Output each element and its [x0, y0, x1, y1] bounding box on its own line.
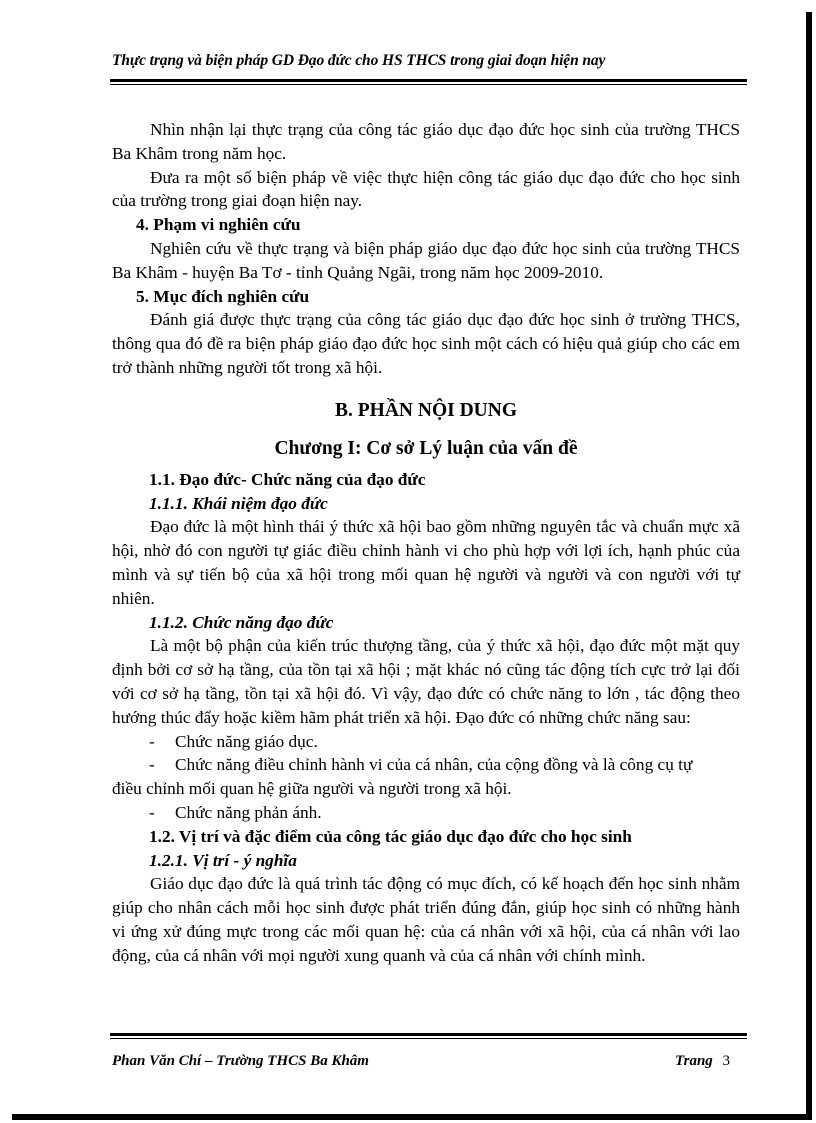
bullet-dash: - — [149, 731, 155, 751]
list-item-text: Chức năng phản ánh. — [175, 802, 322, 822]
heading-1-1-1: 1.1.1. Khái niệm đạo đức — [149, 493, 328, 513]
footer-rule-thick — [110, 1033, 747, 1036]
page-number: 3 — [722, 1053, 731, 1069]
list-item — [112, 730, 740, 754]
section-title: B. PHẦN NỘI DUNG — [334, 399, 517, 421]
list-item — [112, 753, 740, 777]
document-body — [112, 118, 740, 968]
list-item — [112, 801, 740, 825]
chapter-title: Chương I: Cơ sở Lý luận của vấn đề — [274, 437, 578, 459]
page-label: Trang — [675, 1053, 713, 1069]
header-rule-thick — [110, 79, 747, 82]
paragraph-1-1-1: Đạo đức là một hình thái ý thức xã hội bao gồm những nguyên tắc và chuẩn mực xã hội, nhờ đó con người tự giác điều chỉnh hành vi cho phù hợp với lợi ích, hạnh phúc của mình và sự tiến bộ của xã hội trong mối quan hệ người và người và con người với tự nhiên. — [112, 517, 740, 608]
list-item-text: Chức năng điều chỉnh hành vi của cá nhân, của cộng đồng và là công cụ tự — [175, 755, 693, 775]
heading-1-1: 1.1. Đạo đức- Chức năng của đạo đức — [149, 469, 426, 489]
paragraph-scope: Nghiên cứu về thực trạng và biện pháp giáo dục đạo đức học sinh của trường THCS Ba Khâm - huyện Ba Tơ - tỉnh Quảng Ngãi, trong năm học 2009-2010. — [112, 238, 740, 282]
footer-rule-thin — [110, 1038, 747, 1039]
heading-1-2: 1.2. Vị trí và đặc điểm của công tác giáo dục đạo đức cho học sinh — [149, 826, 632, 846]
list-item-continuation: điều chỉnh mối quan hệ giữa người và người trong xã hội. — [112, 779, 512, 799]
list-item-text: Chức năng giáo dục. — [175, 731, 318, 751]
paragraph-measures: Đưa ra một số biện pháp về việc thực hiện công tác giáo dục đạo đức cho học sinh của trường trong giai đoạn hiện nay. — [112, 167, 740, 211]
heading-1-2-1: 1.2.1. Vị trí - ý nghĩa — [149, 850, 297, 870]
heading-purpose: 5. Mục đích nghiên cứu — [136, 286, 310, 306]
page-shadow-bottom — [12, 1114, 812, 1120]
page-number-block — [675, 1053, 730, 1070]
header-rule-thin — [110, 84, 747, 85]
heading-scope: 4. Phạm vi nghiên cứu — [136, 215, 301, 235]
footer-author: Phan Văn Chí – Trường THCS Ba Khâm — [112, 1053, 369, 1069]
paragraph-review: Nhìn nhận lại thực trạng của công tác giáo dục đạo đức học sinh của trường THCS Ba Khâm trong năm học. — [112, 120, 740, 163]
bullet-dash: - — [149, 755, 155, 775]
paragraph-1-1-2: Là một bộ phận của kiến trúc thượng tầng, của ý thức xã hội, đạo đức một mặt quy định bởi cơ sở hạ tầng, của tồn tại xã hội ; mặt khác nó cũng tác động tích cực trở lại đối với cơ sở hạ tầng, tồn tại xã hội đó. Vì vậy, đạo đức có chức năng to lớn , tác động theo hướng thúc đẩy hoặc kiềm hãm phát triển xã hội. Đạo đức có những chức năng sau: — [112, 636, 740, 727]
bullet-dash: - — [149, 802, 155, 822]
heading-1-1-2: 1.1.2. Chức năng đạo đức — [149, 612, 334, 632]
paragraph-1-2-1: Giáo dục đạo đức là quá trình tác động có mục đích, có kế hoạch đến học sinh nhằm giúp cho nhân cách mỗi học sinh được phát triển đúng đắn, giúp học sinh có những hành vi ứng xử đúng mực trong các mối quan hệ: của cá nhân với xã hội, của cá nhân với lao động, của cá nhân với mọi người xung quanh và của cá nhân với chính mình. — [112, 874, 740, 965]
paragraph-purpose: Đánh giá được thực trạng của công tác giáo dục đạo đức học sinh ở trường THCS, thông qua đó đề ra biện pháp giáo đạo đức học sinh một cách có hiệu quả giúp cho các em trở thành những người tốt trong xã hội. — [112, 310, 740, 377]
page-shadow-right — [806, 12, 812, 1117]
running-header: Thực trạng và biện pháp GD Đạo đức cho HS THCS trong giai đoạn hiện nay — [112, 52, 606, 69]
